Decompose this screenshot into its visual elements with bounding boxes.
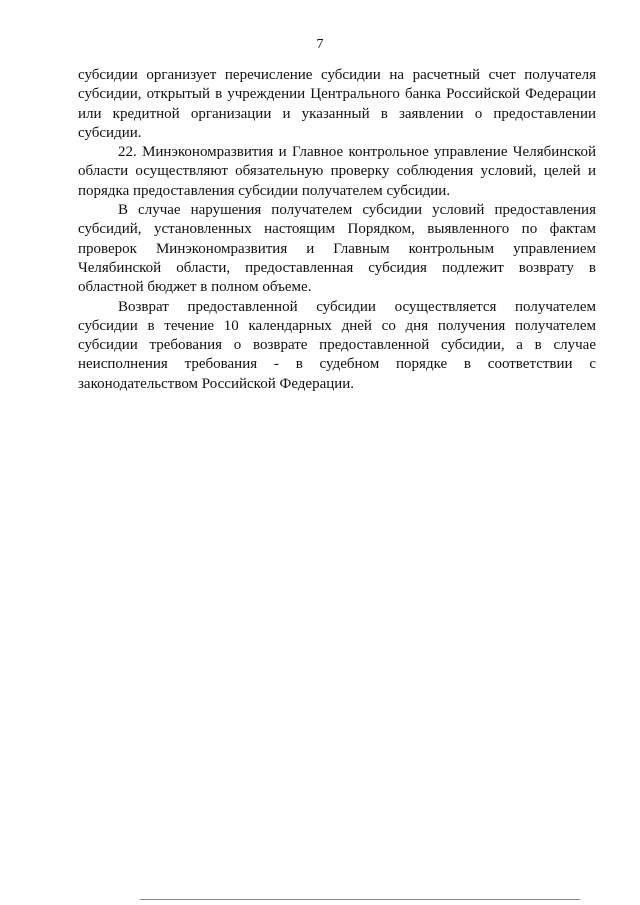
page-number: 7 [316, 37, 324, 52]
paragraph-violation: В случае нарушения получателем субсидии условий предоставления субсидий, установленных настоящим Порядком, выявленного по фактам проверок Минэкономразвития и Главным контрольным управлением Челябинской области, предоставленная субсидия подлежит возврату в областной бюджет в полном объеме. [78, 202, 596, 296]
bottom-rule [140, 899, 580, 900]
paragraph-clause-22: 22. Минэкономразвития и Главное контрольное управление Челябинской области осуществляют обязательную проверку соблюдения условий, целей и порядка предоставления субсидии получателем субсидии. [78, 144, 596, 199]
document-body [78, 66, 596, 394]
paragraph-continuation: субсидии организует перечисление субсидии на расчетный счет получателя субсидии, открытый в учреждении Центрального банка Российской Федерации или кредитной организации и указанный в заявлении о предоставлении субсидии. [78, 67, 596, 141]
paragraph-refund: Возврат предоставленной субсидии осуществляется получателем субсидии в течение 10 календарных дней со дня получения получателем субсидии требования о возврате предоставленной субсидии, а в случае неисполнения требования - в судебном порядке в соответствии с законодательством Российской Федерации. [78, 298, 596, 392]
